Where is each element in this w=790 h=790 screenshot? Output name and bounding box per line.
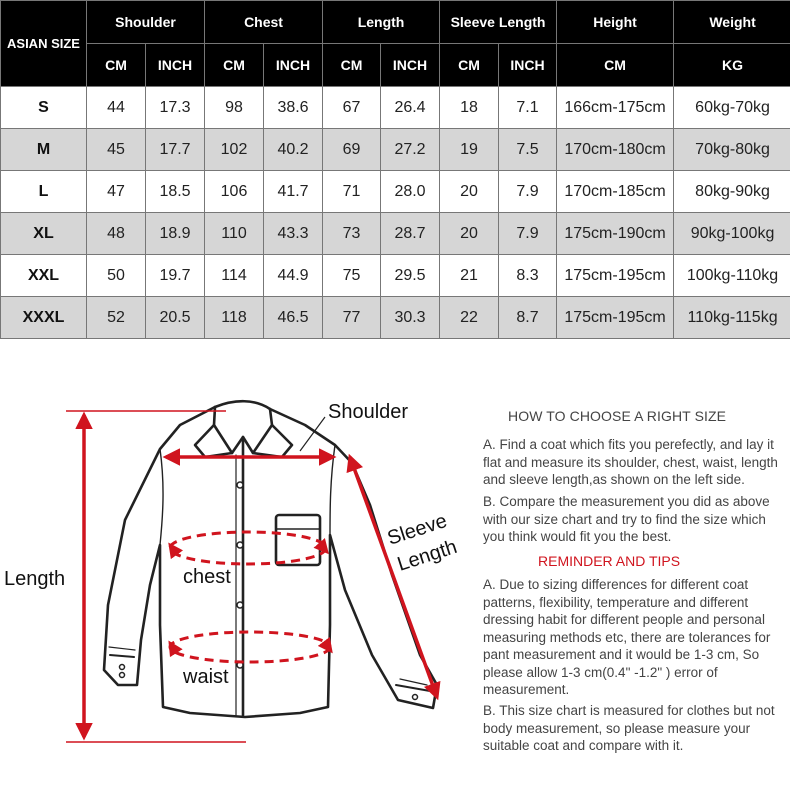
measurement-cell: 70kg-80kg [674,129,790,171]
measurement-cell: 46.5 [264,297,323,339]
table-row [1,171,790,213]
measurement-cell: 69 [323,129,381,171]
unit-header: INCH [146,44,205,87]
table-row [1,297,790,339]
measurement-cell: 28.7 [381,213,440,255]
unit-header: INCH [381,44,440,87]
group-header-length: Length [323,1,440,44]
measurement-cell: 47 [87,171,146,213]
sleeve-label-line1: Sleeve [384,509,450,550]
size-cell: M [1,129,87,171]
measurement-cell: 44 [87,87,146,129]
group-header-shoulder: Shoulder [87,1,205,44]
unit-header: CM [323,44,381,87]
group-header-chest: Chest [205,1,323,44]
measurement-cell: 102 [205,129,264,171]
measurement-cell: 8.3 [499,255,557,297]
measurement-cell: 29.5 [381,255,440,297]
measurement-cell: 110kg-115kg [674,297,790,339]
size-cell: S [1,87,87,129]
measurement-cell: 73 [323,213,381,255]
chest-label: chest [183,566,231,588]
measurement-cell: 77 [323,297,381,339]
measurement-cell: 26.4 [381,87,440,129]
table-row [1,213,790,255]
shoulder-label: Shoulder [328,401,409,423]
reminder-tip-b: B. This size chart is measured for clothes but not body measurement, so please measure your suitable coat and compare with it. [483,703,775,753]
measurement-cell: 90kg-100kg [674,213,790,255]
table-row [1,129,790,171]
unit-header: CM [440,44,499,87]
length-label: Length [4,568,66,590]
unit-header: CM [87,44,146,87]
waist-measure-ellipse [170,632,331,662]
reminder-tip-a: A. Due to sizing differences for different coat patterns, flexibility, temperature and different dressing habit for different people and personal measuring methods etc, there are tolerances for pant measurement and it would be 1-3 cm, So please allow 1-3 cm(0.4" -1.2" ) error of measurement. [483,577,771,697]
unit-header: CM [205,44,264,87]
measurement-cell: 20.5 [146,297,205,339]
group-header-height: Height [557,1,674,44]
measurement-cell: 18.5 [146,171,205,213]
measurement-cell: 7.9 [499,171,557,213]
measurement-cell: 75 [323,255,381,297]
measurement-cell: 67 [323,87,381,129]
measurement-cell: 7.9 [499,213,557,255]
measurement-cell: 166cm-175cm [557,87,674,129]
measurement-cell: 114 [205,255,264,297]
measurement-cell: 27.2 [381,129,440,171]
group-header-sleeve-length: Sleeve Length [440,1,557,44]
measurement-cell: 60kg-70kg [674,87,790,129]
unit-header: CM [557,44,674,87]
howto-title: HOW TO CHOOSE A RIGHT SIZE [508,408,727,424]
measurement-cell: 106 [205,171,264,213]
chest-measure-ellipse [170,532,327,564]
measurement-cell: 110 [205,213,264,255]
unit-header: INCH [264,44,323,87]
measurement-cell: 98 [205,87,264,129]
measurement-cell: 40.2 [264,129,323,171]
measurement-cell: 175cm-190cm [557,213,674,255]
measurement-cell: 21 [440,255,499,297]
shirt-measurement-diagram [0,385,480,785]
unit-header: INCH [499,44,557,87]
size-chart-table [0,0,790,339]
size-cell: XXXL [1,297,87,339]
sleeve-length-arrow [350,457,437,697]
measurement-cell: 18 [440,87,499,129]
measurement-cell: 118 [205,297,264,339]
group-header-weight: Weight [674,1,790,44]
reminder-title: REMINDER AND TIPS [538,553,681,569]
measurement-cell: 175cm-195cm [557,297,674,339]
measurement-cell: 52 [87,297,146,339]
measurement-cell: 100kg-110kg [674,255,790,297]
table-row [1,255,790,297]
measurement-cell: 8.7 [499,297,557,339]
measurement-cell: 170cm-185cm [557,171,674,213]
size-cell: L [1,171,87,213]
measurement-cell: 41.7 [264,171,323,213]
measurement-cell: 71 [323,171,381,213]
size-cell: XL [1,213,87,255]
size-column-header: ASIAN SIZE [1,1,87,87]
measurement-cell: 44.9 [264,255,323,297]
measurement-cell: 7.5 [499,129,557,171]
shoulder-arrow [166,417,333,457]
measurement-cell: 50 [87,255,146,297]
measurement-cell: 19.7 [146,255,205,297]
measurement-cell: 17.7 [146,129,205,171]
measurement-cell: 20 [440,213,499,255]
unit-header: KG [674,44,790,87]
measurement-cell: 7.1 [499,87,557,129]
measurement-cell: 18.9 [146,213,205,255]
measurement-cell: 22 [440,297,499,339]
size-cell: XXL [1,255,87,297]
measurement-cell: 45 [87,129,146,171]
measurement-cell: 170cm-180cm [557,129,674,171]
sleeve-label-line2: Length [394,535,460,576]
measurement-cell: 48 [87,213,146,255]
measurement-cell: 43.3 [264,213,323,255]
measurement-cell: 30.3 [381,297,440,339]
measurement-cell: 20 [440,171,499,213]
measurement-cell: 17.3 [146,87,205,129]
measurement-cell: 19 [440,129,499,171]
measurement-cell: 175cm-195cm [557,255,674,297]
table-row [1,87,790,129]
measurement-cell: 38.6 [264,87,323,129]
measurement-cell: 28.0 [381,171,440,213]
howto-step-a: A. Find a coat which fits you perefectly, and lay it flat and measure its shoulder, chest, waist, length and sleeve length,as shown on the left side. [483,437,778,487]
waist-label: waist [183,666,229,688]
howto-step-b: B. Compare the measurement you did as above with our size chart and try to find the size which you think would fit you the best. [483,494,770,544]
measurement-cell: 80kg-90kg [674,171,790,213]
